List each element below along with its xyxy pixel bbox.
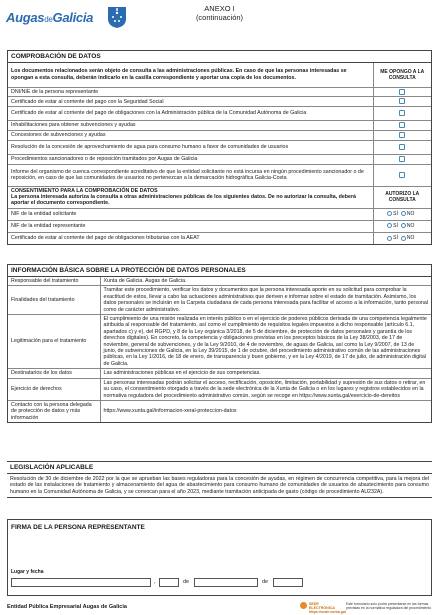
annex-title: ANEXO I — [204, 4, 235, 13]
table-row — [8, 232, 431, 244]
footer-note: Este formulario solo podrá presentarse en las formas previstas en la normativa reguladora del procedimiento — [346, 602, 432, 611]
legislation-text: Resolución de 30 de diciembre de 2022 por la que se aprueban las bases reguladoras para la concesión de ayudas, en régimen de concurrencia competitiva, para la mejora del estado de las instalaciones de tratamiento y almacenamiento del agua de abastecimiento para consumo humano de comunidades de usuarios de abastecimiento para consumo humano en la Comunidad Autónoma de Galicia, y se convocan para el año 2023, mediante tramitación anticipada de gasto (código de procedimiento AU232A). — [10, 476, 429, 495]
data-verification-section — [7, 50, 432, 245]
row-value: https://www.xunta.gal/informacion-xeral-proteccion-datos — [103, 408, 237, 415]
row-label: Resolución de la concesión de aprovechamiento de agua para consumo humano a favor de comunidades de usuarios — [8, 140, 373, 154]
table-row — [8, 400, 431, 422]
row-value: Tramitar este procedimiento, verificar los datos y documentos que la persona interesada aporte en su solicitud para comprobar la exactitud de estos, llevar a cabo las actuaciones administrativas que deriven e informar sobre el estado de tramitación. Asimismo, los datos personales se incluirán en la Carpeta ciudadana de cada persona interesada para facilitar el acceso a la información, tanto personal como de carácter administrativo. — [100, 286, 431, 315]
entity-name: Entidad Pública Empresarial Augas de Galicia — [7, 604, 127, 610]
month-field[interactable] — [194, 578, 258, 587]
row-label: Inhabilitaciones para obtener subvenciones y ayudas — [8, 121, 373, 131]
legislation-section — [7, 461, 432, 498]
row-label: Responsable del tratamiento — [8, 277, 100, 286]
section-title: FIRMA DE LA PERSONA REPRESENTANTE — [11, 524, 145, 531]
row-value: Las personas interesadas podrán solicitar el acceso, rectificación, oposición, limitación, portabilidad y supresión de sus datos o retirar, en su caso, el consentimiento otorgado a través de la sede electrónica de la Xunta de Galicia o en los lugares y registros establecidos en la normativa reguladora del procedimiento administrativo común, según se recoge en https://www.xunta.gal/exercicio-de-dereitos — [100, 378, 431, 400]
consent-text: La persona interesada autoriza la consulta a otras administraciones públicas de los siguientes datos. De no autorizar la consulta, deberá aportar el documento correspondiente. — [11, 193, 356, 207]
row-label: Concesiones de subvenciones y ayudas — [8, 130, 373, 140]
oppose-checkbox[interactable] — [399, 122, 405, 128]
table-row — [8, 97, 431, 107]
row-label: Certificado de estar al corriente del pago de obligaciones con la Administración pública de la Comunidad Autónoma de Galicia — [8, 107, 373, 121]
annex-subtitle: (continuación) — [195, 13, 244, 22]
row-label: Destinatarios de los datos — [8, 369, 100, 378]
table-row — [8, 130, 431, 140]
row-label: Certificado de estar al corriente del pago de obligaciones tributarias con la AEAT — [11, 235, 200, 242]
table-row — [8, 121, 431, 131]
page-footer — [0, 600, 439, 615]
table-row — [8, 208, 431, 220]
oppose-checkbox[interactable] — [399, 98, 405, 104]
consent-block — [8, 186, 373, 208]
oppose-checkbox[interactable] — [399, 110, 405, 116]
no-radio[interactable] — [401, 223, 406, 228]
table-row — [8, 107, 431, 121]
table-row — [8, 369, 431, 378]
table-row — [8, 315, 431, 369]
yes-radio[interactable] — [387, 236, 392, 241]
data-protection-section — [7, 264, 432, 423]
consent-title: CONSENTIMIENTO PARA LA COMPROBACIÓN DE DATOS — [11, 187, 158, 194]
place-date-label: Lugar y fecha — [11, 569, 44, 575]
yes-no-choice: SÍ NO — [373, 232, 431, 244]
verification-table — [8, 63, 431, 244]
no-radio[interactable] — [401, 236, 406, 241]
comma-separator: , — [154, 579, 156, 585]
row-label: Procedimientos sancionadores o de reposición tramitados por Augas de Galicia — [8, 154, 373, 164]
year-field[interactable] — [273, 578, 303, 587]
table-row — [8, 154, 431, 164]
table-row — [8, 164, 431, 186]
table-row — [8, 87, 431, 97]
oppose-checkbox[interactable] — [399, 172, 405, 178]
yes-no-choice: SÍ NO — [373, 208, 431, 220]
yes-radio[interactable] — [387, 211, 392, 216]
sede-icon — [300, 602, 307, 609]
sede-info: SEDE ELECTRÓNICA https://sede.xunta.gal — [309, 602, 346, 615]
row-label: Finalidades del tratamiento — [8, 286, 100, 315]
row-label: Informe del organismo de cuenca correspondiente acreditativo de que la entidad solicitante no está incursa en ningún procedimiento sancionador o de reposición, en caso de que las comunidades de usuarios no pertenezcan a la demarcación hidrográfica Galicia-Costa — [8, 164, 373, 186]
row-value: Las administraciones públicas en el ejercicio de sus competencias. — [100, 369, 431, 378]
row-value: Xunta de Galicia. Augas de Galicia. — [100, 277, 431, 286]
row-label: NIF de la entidad representante — [8, 220, 373, 232]
row-label: DNI/NIE de la persona representante — [8, 87, 373, 97]
page-header — [0, 0, 439, 34]
oppose-checkbox[interactable] — [399, 144, 405, 150]
oppose-checkbox[interactable] — [399, 89, 405, 95]
table-row — [8, 220, 431, 232]
table-row — [8, 286, 431, 315]
oppose-checkbox[interactable] — [399, 156, 405, 162]
verification-intro-row — [8, 63, 431, 87]
row-label: Legitimación para el tratamiento — [8, 315, 100, 369]
section-title: COMPROBACIÓN DE DATOS — [8, 51, 431, 63]
section-title: LEGISLACIÓN APLICABLE — [7, 461, 432, 474]
consent-header-row — [8, 186, 431, 208]
sede-link[interactable]: https://sede.xunta.gal — [309, 610, 346, 615]
row-value: El cumplimiento de una misión realizada en interés público o en el ejercicio de poderes públicos derivada de una competencia legalmente atribuida al responsable del tratamiento, así como el cumplimiento de requisitos legales impuestos a dicho responsable (artículo 6.1, apartados c) y e), del RGPD, y 8 de la Ley orgánica 3/2018, de 5 de diciembre, de protección de datos personales y garantía de los derechos digitales). En concreto, la competencia y obligaciones previstas en los preceptos básicos de la Ley 38/2003, de 17 de noviembre, general de subvenciones, y de la Ley 9/2010, de 4 de noviembre, de aguas de Galicia, así como la Ley 9/2007, de 13 de junio, de subvenciones de Galicia, en la Ley 39/2015, de 1 de octubre, del procedimiento administrativo común de las administraciones públicas, en la Ley 1/2016, de 18 de enero, de transparencia y buen gobierno, y en la Ley 4/2019, de 17 de julio, de administración digital de Galicia. — [100, 315, 431, 369]
table-row — [8, 277, 431, 286]
table-row — [8, 378, 431, 400]
logo-text: AugasdeGalicia — [6, 10, 94, 25]
row-label: Contacto con la persona delegada de protección de datos y más información — [8, 400, 100, 422]
row-label: Certificado de estar al corriente del pago con la Seguridad Social — [8, 97, 373, 107]
no-radio[interactable] — [401, 211, 406, 216]
authorize-header: AUTORIZO LA CONSULTA — [373, 186, 431, 208]
de-separator: de — [183, 579, 190, 585]
section-title: INFORMACIÓN BÁSICA SOBRE LA PROTECCIÓN DE DATOS PERSONALES — [8, 265, 431, 277]
row-label: NIF de la entidad solicitante — [8, 208, 373, 220]
oppose-header: ME OPONGO A LA CONSULTA — [373, 63, 431, 87]
de-separator: de — [262, 579, 269, 585]
verification-intro: Los documentos relacionados serán objeto de consulta a las administraciones públicas. En caso de que las personas interesadas se opongan a esta consulta, deberán indicarlo en la casilla correspondiente y aportar una copia de los documentos. — [8, 63, 373, 87]
signature-section — [7, 519, 432, 596]
oppose-checkbox[interactable] — [399, 132, 405, 138]
data-protection-table — [8, 277, 431, 422]
yes-radio[interactable] — [387, 223, 392, 228]
row-label: Ejercicio de derechos — [8, 378, 100, 400]
table-row — [8, 140, 431, 154]
yes-no-choice: SÍ NO — [373, 220, 431, 232]
place-field[interactable] — [11, 578, 151, 587]
day-field[interactable] — [159, 578, 179, 587]
